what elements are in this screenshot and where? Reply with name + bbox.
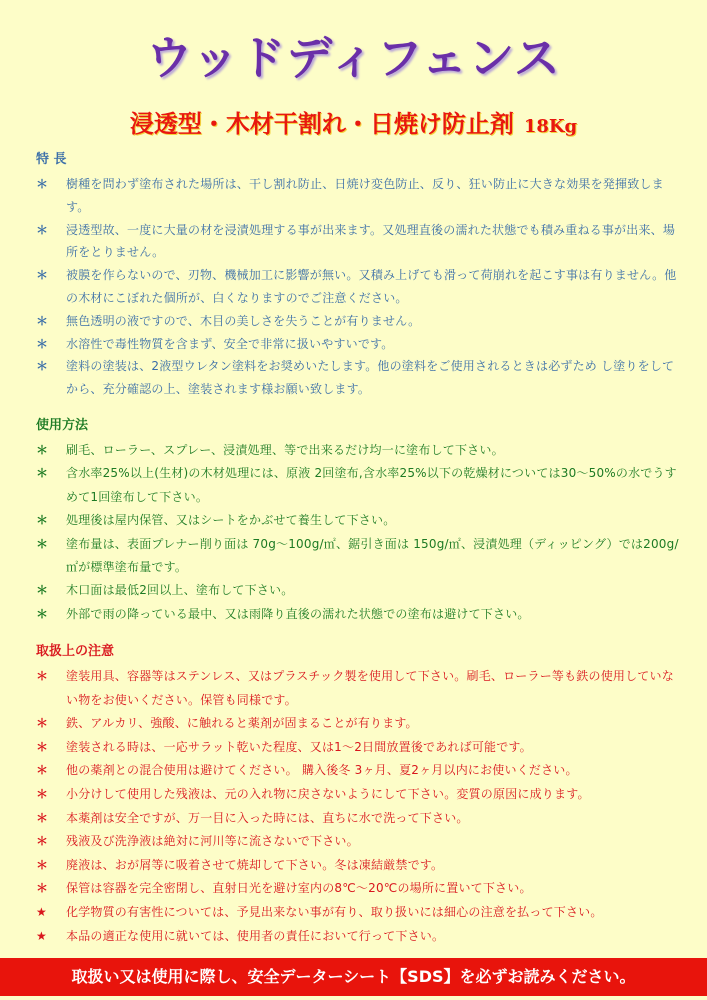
list-item bbox=[36, 173, 686, 219]
asterisk-bullet-icon: ＊ bbox=[36, 313, 49, 328]
subtitle-text: 浸透型・木材干割れ・日焼け防止剤 bbox=[129, 109, 514, 138]
list-item bbox=[36, 712, 686, 736]
asterisk-bullet-icon: ＊ bbox=[36, 268, 49, 283]
list-item-text: 保管は容器を完全密閉し、直射日光を避け室内の8℃～20℃の場所に置いて下さい。 bbox=[66, 881, 532, 896]
asterisk-bullet-icon: ＊ bbox=[36, 834, 49, 849]
list-item-text: 木口面は最低2回以上、塗布して下さい。 bbox=[66, 583, 294, 598]
usage-list bbox=[36, 439, 686, 626]
asterisk-bullet-icon: ＊ bbox=[36, 669, 49, 683]
features-list bbox=[36, 173, 686, 401]
list-item bbox=[36, 603, 686, 626]
list-item-text: 塗料の塗装は、2液型ウレタン塗料をお奨めいたします。他の塗料をご使用されるときは必ずため し塗りをしてから、充分確認の上、塗装されます様お願い致します。 bbox=[66, 359, 675, 397]
handling-heading: 取扱上の注意 bbox=[36, 644, 115, 659]
list-item bbox=[36, 264, 686, 310]
list-item-text: 本品の適正な使用に就いては、使用者の責任において行って下さい。 bbox=[66, 928, 445, 943]
asterisk-bullet-icon: ＊ bbox=[36, 336, 49, 351]
list-item bbox=[36, 901, 686, 925]
list-item-text: 水溶性で毒性物質を含まず、安全で非常に扱いやすいです。 bbox=[66, 336, 394, 351]
list-item bbox=[36, 925, 686, 949]
list-item-text: 無色透明の液ですので、木目の美しさを失うことが有りません。 bbox=[66, 313, 421, 328]
asterisk-bullet-icon: ＊ bbox=[36, 763, 49, 778]
list-item-text: 外部で雨の降っている最中、又は雨降り直後の濡れた状態での塗布は避けて下さい。 bbox=[66, 606, 530, 621]
product-subtitle bbox=[0, 104, 707, 139]
star-bullet-icon: ★ bbox=[36, 928, 47, 943]
asterisk-bullet-icon: ＊ bbox=[36, 443, 49, 457]
list-item-text: 小分けして使用した残液は、元の入れ物に戻さないようにして下さい。変質の原因に成ります。 bbox=[66, 786, 590, 801]
product-weight: 18Kg bbox=[523, 116, 578, 137]
list-item bbox=[36, 783, 686, 807]
list-item bbox=[36, 333, 686, 356]
asterisk-bullet-icon: ＊ bbox=[36, 177, 49, 191]
list-item-text: 塗布量は、表面プレナー削り面は 70g～100g/㎡、鋸引き面は 150g/㎡、浸漬処理（ディッピング）では200g/㎡が標準塗布量です。 bbox=[66, 536, 679, 575]
asterisk-bullet-icon: ＊ bbox=[36, 466, 49, 481]
usage-heading: 使用方法 bbox=[36, 418, 89, 433]
list-item bbox=[36, 310, 686, 333]
features-heading: 特 長 bbox=[36, 152, 67, 167]
asterisk-bullet-icon: ＊ bbox=[36, 810, 49, 825]
list-item bbox=[36, 665, 686, 712]
list-item-text: 処理後は屋内保管、又はシートをかぶせて養生して下さい。 bbox=[66, 513, 396, 528]
features-section bbox=[36, 148, 686, 401]
list-item bbox=[36, 462, 686, 509]
list-item bbox=[36, 219, 686, 265]
list-item-text: 化学物質の有害性については、予見出来ない事が有り、取り扱いには細心の注意を払って下さい。 bbox=[66, 904, 603, 919]
asterisk-bullet-icon: ＊ bbox=[36, 222, 49, 237]
list-item-text: 鉄、アルカリ、強酸、に触れると薬剤が固まることが有ります。 bbox=[66, 716, 418, 731]
asterisk-bullet-icon: ＊ bbox=[36, 739, 49, 754]
list-item-text: 残液及び洗浄液は絶対に河川等に流さないで下さい。 bbox=[66, 834, 359, 849]
list-item bbox=[36, 759, 686, 783]
list-item bbox=[36, 830, 686, 854]
list-item bbox=[36, 877, 686, 901]
product-title: ウッドディフェンス bbox=[146, 31, 561, 85]
asterisk-bullet-icon: ＊ bbox=[36, 606, 49, 621]
asterisk-bullet-icon: ＊ bbox=[36, 857, 49, 872]
list-item bbox=[36, 509, 686, 532]
asterisk-bullet-icon: ＊ bbox=[36, 583, 49, 598]
sds-notice-banner: 取扱い又は使用に際し、安全データーシート【SDS】を必ずお読みください。 bbox=[0, 958, 707, 996]
list-item-text: 廃液は、おが屑等に吸着させて焼却して下さい。冬は凍結厳禁です。 bbox=[66, 857, 444, 872]
list-item-text: 他の薬剤との混合使用は避けてください。 購入後冬 3ヶ月、夏2ヶ月以内にお使いください。 bbox=[66, 763, 578, 778]
list-item bbox=[36, 807, 686, 831]
asterisk-bullet-icon: ＊ bbox=[36, 513, 49, 528]
list-item-text: 刷毛、ローラー、スプレー、浸漬処理、等で出来るだけ均一に塗布して下さい。 bbox=[66, 443, 504, 457]
list-item-text: 含水率25%以上(生材)の木材処理には、原液 2回塗布,含水率25%以下の乾燥材については30～50%の水でうすめて1回塗布して下さい。 bbox=[66, 466, 677, 504]
list-item-text: 樹種を問わず塗布された場所は、干し割れ防止、日焼け変色防止、反り、狂い防止に大きな効果を発揮致します。 bbox=[66, 177, 664, 214]
list-item bbox=[36, 736, 686, 760]
list-item-text: 浸透型故、一度に大量の材を浸漬処理する事が出来ます。又処理直後の濡れた状態でも積み重ねる事が出来、場所をとりません。 bbox=[66, 222, 676, 260]
list-item bbox=[36, 579, 686, 602]
list-item bbox=[36, 439, 686, 462]
asterisk-bullet-icon: ＊ bbox=[36, 881, 49, 896]
asterisk-bullet-icon: ＊ bbox=[36, 716, 49, 731]
list-item bbox=[36, 355, 686, 401]
handling-section bbox=[36, 640, 686, 948]
list-item-text: 被膜を作らないので、刃物、機械加工に影響が無い。又積み上げても滑って荷崩れを起こす事は有りません。他の木材にこぼれた個所が、白くなりますのでご注意ください。 bbox=[66, 268, 677, 305]
asterisk-bullet-icon: ＊ bbox=[36, 359, 49, 374]
list-item-text: 塗装用具、容器等はステンレス、又はプラスチック製を使用して下さい。刷毛、ローラー等も鉄の使用していない物をお使いください。保管も同様です。 bbox=[66, 669, 674, 707]
list-item-text: 本薬剤は安全ですが、万一目に入った時には、直ちに水で洗って下さい。 bbox=[66, 810, 469, 825]
asterisk-bullet-icon: ＊ bbox=[36, 786, 49, 801]
star-bullet-icon: ★ bbox=[36, 904, 47, 919]
asterisk-bullet-icon: ＊ bbox=[36, 536, 49, 551]
list-item bbox=[36, 533, 686, 580]
handling-list bbox=[36, 665, 686, 948]
usage-section bbox=[36, 414, 686, 626]
list-item-text: 塗装される時は、一応サラット乾いた程度、又は1～2日間放置後であれば可能です。 bbox=[66, 739, 532, 754]
list-item bbox=[36, 854, 686, 878]
